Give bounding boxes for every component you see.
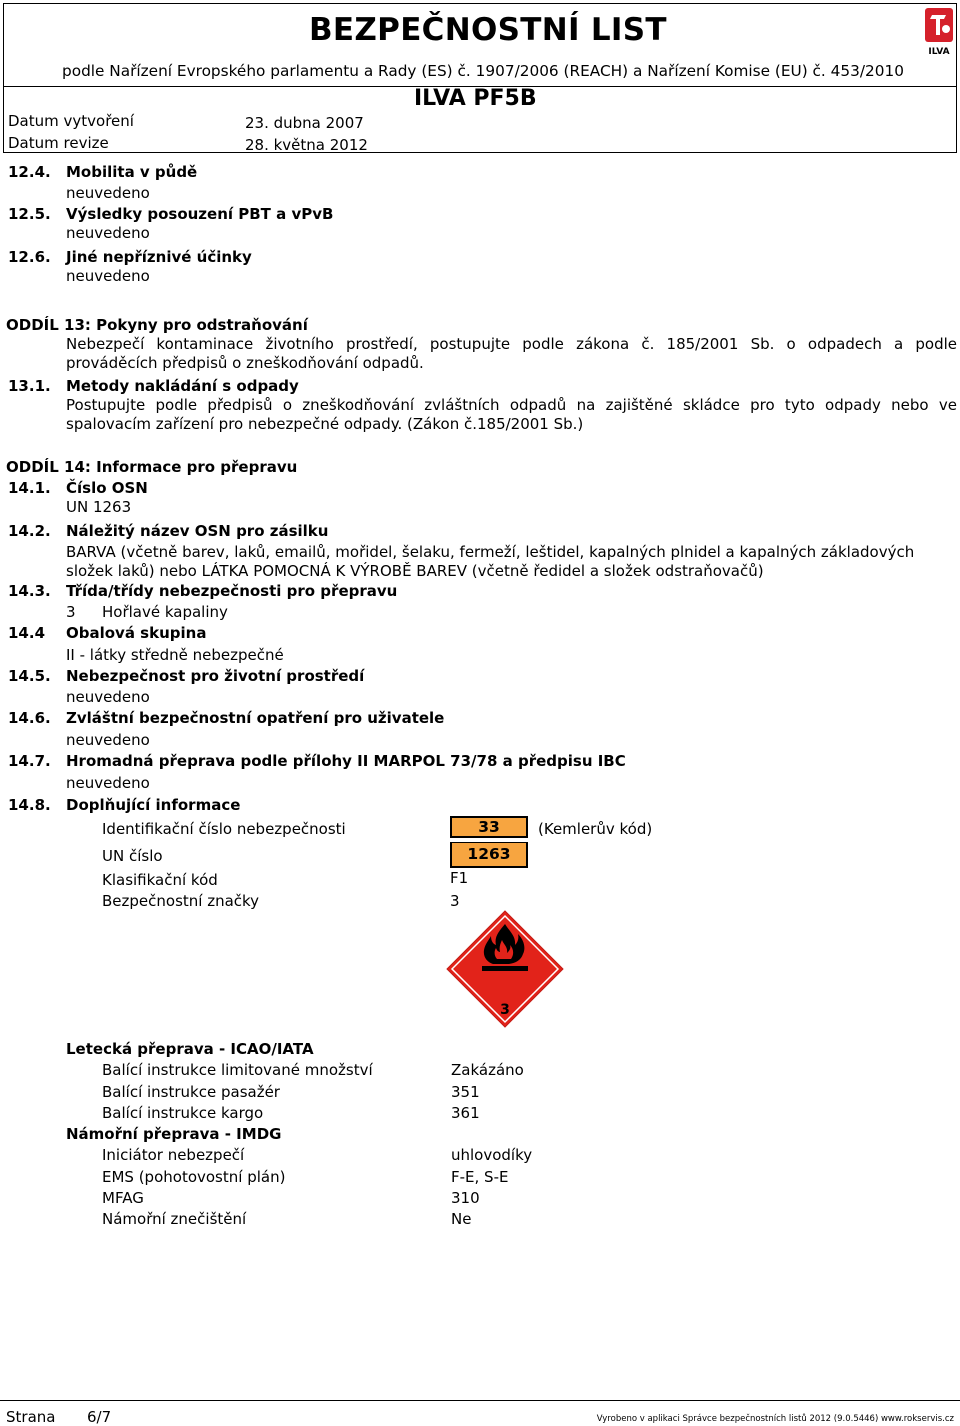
air-row-value: 361	[451, 1104, 480, 1122]
s14-3-number: 14.3.	[8, 582, 51, 600]
s14-6-value: neuvedeno	[66, 731, 150, 749]
class-code-label: Klasifikační kód	[102, 871, 218, 889]
s14-2-value-line1: BARVA (včetně barev, laků, emailů, mořidel, šelaku, fermeží, leštidel, kapalných plnidel a kapalných základových	[66, 543, 915, 561]
air-row-value: Zakázáno	[451, 1061, 524, 1079]
ilva-logo-icon	[924, 7, 954, 57]
s13-heading: ODDÍL 13: Pokyny pro odstraňování	[6, 316, 308, 334]
s14-heading: ODDÍL 14: Informace pro přepravu	[6, 458, 298, 476]
s13-1-number: 13.1.	[8, 377, 51, 395]
s14-1-title: Číslo OSN	[66, 479, 148, 497]
un-number-plate	[450, 842, 528, 868]
sea-transport-heading: Námořní přeprava - IMDG	[66, 1125, 282, 1143]
page-number: 6/7	[87, 1408, 112, 1426]
s14-8-title: Doplňující informace	[66, 796, 241, 814]
s13-intro-line1: Nebezpečí kontaminace životního prostředí, postupujte podle zákona č. 185/2001 Sb. o odpadech a podle	[66, 335, 957, 353]
s14-3-class: 3	[66, 603, 76, 621]
s12-6-value: neuvedeno	[66, 267, 150, 285]
s14-2-number: 14.2.	[8, 522, 51, 540]
s13-1-line2: spalovacím zařízení pro nebezpečné odpady. (Zákon č.185/2001 Sb.)	[66, 415, 584, 433]
s14-4-number: 14.4	[8, 624, 46, 642]
page-label: Strana	[6, 1408, 56, 1426]
s14-4-value: II - látky středně nebezpečné	[66, 646, 284, 664]
hazard-id-plate	[450, 816, 528, 838]
class-code-value: F1	[450, 869, 469, 887]
revised-date: 28. května 2012	[245, 136, 368, 154]
flammable-liquid-hazard-icon	[446, 910, 564, 1028]
product-name: ILVA PF5B	[414, 86, 537, 111]
s14-5-value: neuvedeno	[66, 688, 150, 706]
safety-labels-label: Bezpečnostní značky	[102, 892, 260, 910]
s14-2-title: Náležitý název OSN pro zásilku	[66, 522, 329, 540]
s14-3-title: Třída/třídy nebezpečnosti pro přepravu	[66, 582, 398, 600]
sea-row-value: uhlovodíky	[451, 1146, 533, 1164]
s14-4-title: Obalová skupina	[66, 624, 207, 642]
un-number-value: 1263	[467, 845, 511, 863]
revised-label: Datum revize	[8, 134, 109, 152]
kemler-note: (Kemlerův kód)	[538, 820, 653, 838]
s14-2-value-line2: složek laků) nebo LÁTKA POMOCNÁ K VÝROBĚ BAREV (včetně ředidel a složek odstraňovačů)	[66, 562, 764, 580]
document-header	[3, 3, 957, 153]
s14-1-value: UN 1263	[66, 498, 132, 516]
s13-1-title: Metody nakládání s odpady	[66, 377, 299, 395]
sea-row-label: MFAG	[102, 1189, 144, 1207]
s13-1-line1: Postupujte podle předpisů o zneškodňování zvláštních odpadů na zajištěné skládce pro tyto odpady nebo ve	[66, 396, 957, 414]
s14-5-number: 14.5.	[8, 667, 51, 685]
sea-row-label: Námořní znečištění	[102, 1210, 247, 1228]
s14-7-number: 14.7.	[8, 752, 51, 770]
s14-3-class-name: Hořlavé kapaliny	[102, 603, 228, 621]
safety-labels-value: 3	[450, 892, 460, 910]
s14-6-number: 14.6.	[8, 709, 51, 727]
s12-6-title: Jiné nepříznivé účinky	[66, 248, 252, 266]
generator-note: Vyrobeno v aplikaci Správce bezpečnostních listů 2012 (9.0.5446) www.rokservis.cz	[596, 1414, 954, 1424]
created-label: Datum vytvoření	[8, 112, 134, 130]
sea-row-label: EMS (pohotovostní plán)	[102, 1168, 286, 1186]
sea-row-value: F-E, S-E	[451, 1168, 509, 1186]
sea-row-label: Iniciátor nebezpečí	[102, 1146, 245, 1164]
s13-intro-line2: prováděcích předpisů o zneškodňování odpadů.	[66, 354, 424, 372]
sea-row-value: 310	[451, 1189, 480, 1207]
logo-text: ILVA	[928, 47, 950, 57]
created-date: 23. dubna 2007	[245, 114, 364, 132]
s12-5-title: Výsledky posouzení PBT a vPvB	[66, 205, 334, 223]
sea-row-value: Ne	[451, 1210, 472, 1228]
s12-5-number: 12.5.	[8, 205, 51, 223]
s14-5-title: Nebezpečnost pro životní prostředí	[66, 667, 365, 685]
s14-7-value: neuvedeno	[66, 774, 150, 792]
air-transport-heading: Letecká přeprava - ICAO/IATA	[66, 1040, 314, 1058]
s14-1-number: 14.1.	[8, 479, 51, 497]
s14-8-number: 14.8.	[8, 796, 51, 814]
air-row-label: Balící instrukce limitované množství	[102, 1061, 373, 1079]
s14-7-title: Hromadná přeprava podle přílohy II MARPOL 73/78 a předpisu IBC	[66, 752, 626, 770]
regulation-subtitle: podle Nařízení Evropského parlamentu a Rady (ES) č. 1907/2006 (REACH) a Nařízení Komise (EU) č. 453/2010	[62, 62, 904, 80]
footer-divider	[0, 1400, 960, 1401]
s12-4-value: neuvedeno	[66, 184, 150, 202]
s14-6-title: Zvláštní bezpečnostní opatření pro uživatele	[66, 709, 445, 727]
hazard-class-number: 3	[500, 1002, 510, 1018]
un-number-label: UN číslo	[102, 847, 163, 865]
document-title: BEZPEČNOSTNÍ LIST	[309, 12, 667, 48]
air-row-label: Balící instrukce kargo	[102, 1104, 264, 1122]
s12-5-value: neuvedeno	[66, 224, 150, 242]
hazard-id-value: 33	[478, 818, 500, 836]
s12-4-title: Mobilita v půdě	[66, 163, 198, 181]
s12-4-number: 12.4.	[8, 163, 51, 181]
hazard-id-label: Identifikační číslo nebezpečnosti	[102, 820, 346, 838]
air-row-value: 351	[451, 1083, 480, 1101]
s12-6-number: 12.6.	[8, 248, 51, 266]
air-row-label: Balící instrukce pasažér	[102, 1083, 280, 1101]
